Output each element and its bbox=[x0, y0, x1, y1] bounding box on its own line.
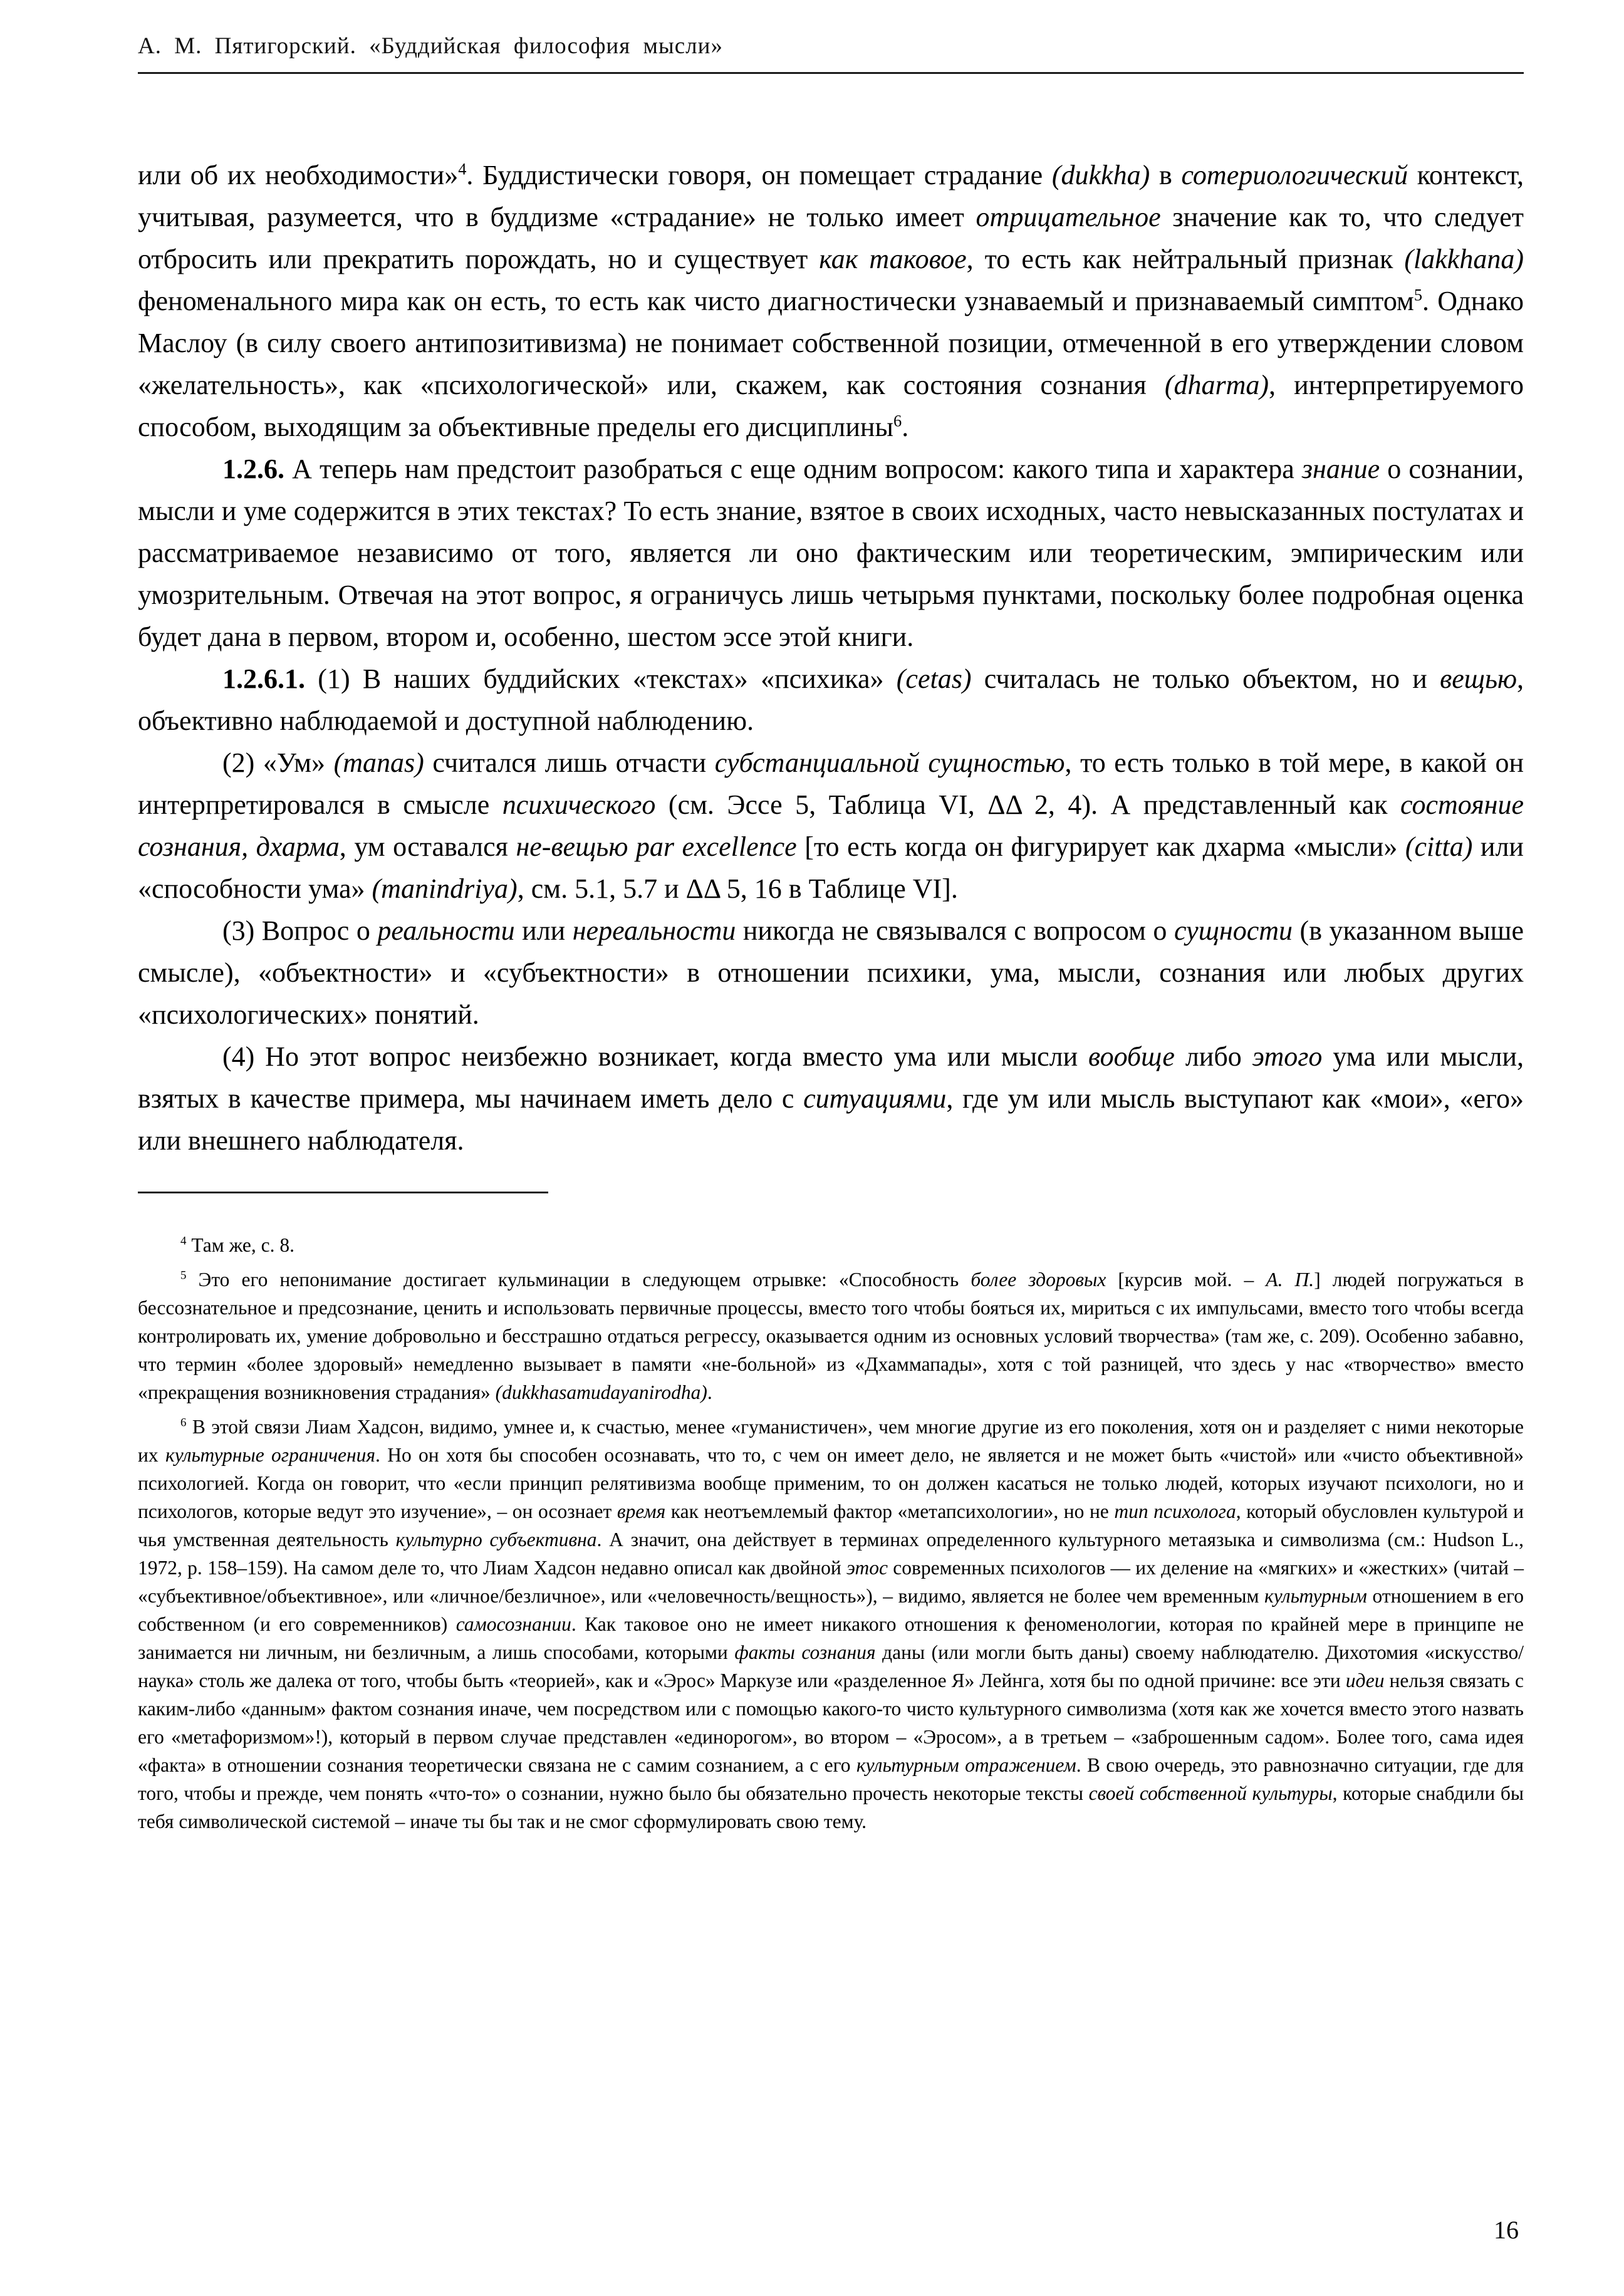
text-run: (3) Вопрос о bbox=[222, 915, 378, 946]
text-run: как таковое bbox=[819, 244, 967, 274]
text-run: сущности bbox=[1174, 915, 1293, 946]
text-run: . Но он хотя бы способен осознавать, что то, с чем он имеет дело, не является и не может быть «чистой» или «чисто объективной» психологией. Когда он говорит, что «если принцип релятивизма вообще применим, то он должен касаться не только людей, которых изучают психологи, но и психологов, которые ведут это изучение», – он осознает bbox=[138, 1444, 1524, 1522]
text-run: современных психологов — их деление на «мягких» и «жестких» (читай – «субъективное/объективное», или «личное/безличное», или «человечность/вещность»), – видимо, является не более чем временным bbox=[138, 1557, 1524, 1607]
text-run: . А значит, она действует в терминах определенного культурного метаязыка и символизма (см.: Hudson L., 1972, p. 158–159). На самом деле то, что Лиам Хадсон недавно описал как двойной bbox=[138, 1529, 1524, 1579]
text-run: (manindriya) bbox=[372, 873, 518, 904]
text-run: , интерпретируемого способом, выходящим за объективные пределы его дисциплины bbox=[138, 370, 1524, 442]
text-run: время bbox=[617, 1500, 666, 1522]
text-run: [курсив мой. – bbox=[1106, 1269, 1266, 1291]
text-run: . bbox=[902, 412, 909, 442]
text-run: даны (или могли быть даны) своему наблюдателю. Дихотомия «искусство/наука» столь же далека от того, чтобы быть «теорией», как и «Эрос» Маркузе или «разделенное Я» Лейнга, хотя бы по одной причине: все эти bbox=[138, 1641, 1524, 1691]
text-run: , то есть только в той мере, в какой он интерпретировался в смысле bbox=[138, 747, 1524, 820]
text-run: . Однако Маслоу (в силу своего антипозитивизма) не понимает собственной позиции, отмеченной в его утверждении словом «желательность», как «психологической» или, скажем, как состояния сознания bbox=[138, 286, 1524, 400]
text-run: . В свою очередь, это равнозначно ситуации, где для того, чтобы и прежде, чем понять «что-то» о сознании, нужно было бы обязательно прочесть некоторые тексты bbox=[138, 1754, 1524, 1804]
text-run: Там же, с. 8. bbox=[186, 1234, 295, 1256]
footnote bbox=[138, 1413, 1524, 1836]
text-run: (4) Но этот вопрос неизбежно возникает, когда вместо ума или мысли bbox=[222, 1041, 1089, 1072]
text-run: (2) «Ум» bbox=[222, 747, 334, 778]
footnote-ref: 6 bbox=[893, 411, 902, 430]
text-run: считался лишь отчасти bbox=[424, 747, 715, 778]
text-run: В этой связи Лиам Хадсон, видимо, умнее и, к счастью, менее «гуманистичен», чем многие другие из его поколения, хотя он и разделяет с ними некоторые их bbox=[138, 1416, 1524, 1466]
text-run: не-вещью par excellence bbox=[516, 831, 797, 862]
text-run: о сознании, мысли и уме содержится в этих текстах? То есть знание, взятое в своих исходных, часто невысказанных постулатах и рассматриваемое независимо от того, является ли оно фактическим или теоретическим, эмпирическим или умозрительным. Отвечая на этот вопрос, я ограничусь лишь четырьмя пунктами, поскольку более подробная оценка будет дана в первом, втором и, особенно, шестом эссе этой книги. bbox=[138, 454, 1524, 652]
text-run: культурные ограничения bbox=[165, 1444, 375, 1466]
text-run: культурно субъективна bbox=[395, 1529, 597, 1551]
footnote-ref: 4 bbox=[458, 159, 467, 179]
text-run: ума или мысли, взятых в качестве примера, мы начинаем иметь дело с bbox=[138, 1041, 1524, 1114]
text-run: реальности bbox=[377, 915, 515, 946]
body-paragraph bbox=[138, 742, 1524, 910]
body-paragraph bbox=[138, 910, 1524, 1036]
footnote-ref: 6 bbox=[180, 1416, 187, 1430]
header-rule bbox=[138, 72, 1524, 74]
text-run: нереальности bbox=[572, 915, 736, 946]
text-run: этос bbox=[846, 1557, 888, 1579]
text-run: (citta) bbox=[1405, 831, 1473, 862]
text-run: (dukkhasamudayanirodha) bbox=[495, 1381, 707, 1403]
text-run: , где ум или мысль выступают как «мои», «его» или внешнего наблюдателя. bbox=[138, 1083, 1524, 1156]
text-run: Это его непонимание достигает кульминации в следующем отрывке: «Способность bbox=[186, 1269, 971, 1291]
body-text bbox=[138, 154, 1524, 1161]
text-run: факты сознания bbox=[734, 1641, 876, 1663]
text-run: нельзя связать с каким-либо «данным» фактом сознания иначе, чем посредством или с помощью какого-то чисто культурного символизма (хотя как же хочется вместо этого назвать его «метафоризмом»!), который в первом случае представлен «единорогом», во втором – «Эросом», а в третьем – «заброшенным садом». Более того, сама идея «факта» в отношении сознания теоретически связана не с самим сознанием, а с его bbox=[138, 1670, 1524, 1776]
text-run: [то есть когда он фигурирует как дхарма «мысли» bbox=[796, 831, 1405, 862]
text-run: или об их необходимости» bbox=[138, 160, 459, 190]
text-run: знание bbox=[1301, 454, 1380, 484]
page-number: 16 bbox=[1494, 2216, 1519, 2244]
text-run: отношением в его собственном (и его современников) bbox=[138, 1585, 1524, 1635]
header-title: А. М. Пятигорский. «Буддийская философия мысли» bbox=[138, 33, 723, 59]
text-run: 1.2.6. bbox=[222, 454, 284, 484]
text-run: значение как то, что следует отбросить или прекратить порождать, но и существует bbox=[138, 202, 1524, 274]
text-run: (см. Эссе 5, Таблица VI, ΔΔ 2, 4). А представленный как bbox=[655, 789, 1401, 820]
text-run: (1) В наших буддийских «текстах» «психика» bbox=[305, 663, 897, 694]
text-run: никогда не связывался с вопросом о bbox=[736, 915, 1174, 946]
footnote-separator bbox=[138, 1192, 548, 1193]
text-run: (dukkha) bbox=[1051, 160, 1150, 190]
text-run: вещью bbox=[1440, 663, 1517, 694]
text-run: либо bbox=[1174, 1041, 1252, 1072]
text-run: отрицательное bbox=[976, 202, 1161, 232]
text-run: идеи bbox=[1345, 1670, 1385, 1691]
footnote-ref: 4 bbox=[180, 1234, 187, 1248]
footnote bbox=[138, 1265, 1524, 1406]
text-run: состояние сознания, дхарма bbox=[138, 789, 1524, 862]
text-run: сотериологический bbox=[1181, 160, 1408, 190]
text-run: этого bbox=[1252, 1041, 1323, 1072]
text-run: , объективно наблюдаемой и доступной наблюдению. bbox=[138, 663, 1524, 736]
footnotes bbox=[138, 1231, 1524, 1836]
body-paragraph bbox=[138, 1036, 1524, 1161]
text-run: вообще bbox=[1088, 1041, 1175, 1072]
text-run: или «способности ума» bbox=[138, 831, 1524, 904]
text-run: контекст, учитывая, разумеется, что в буддизме «страдание» не только имеет bbox=[138, 160, 1524, 232]
text-run: ситуациями bbox=[803, 1083, 947, 1114]
text-run: или bbox=[514, 915, 573, 946]
text-run: (в указанном выше смысле), «объектности» и «субъектности» в отношении психики, ума, мысли, сознания или любых других «психологических» понятий. bbox=[138, 915, 1524, 1030]
text-run: ] людей погружаться в бессознательное и предсознание, ценить и использовать первичные процессы, вместо того чтобы бояться их, мириться с их импульсами, вместо того чтобы всегда контролировать их, умение добровольно и бесстрашно отдаться регрессу, оказывается одним из основных условий творчества» (там же, с. 209). Особенно забавно, что термин «более здоровый» немедленно вызывает в памяти «не-больной» из «Дхаммапады», хотя с той разницей, что здесь у нас «творчество» вместо «прекращения возникновения страдания» bbox=[138, 1269, 1524, 1403]
text-run: А теперь нам предстоит разобраться с еще одним вопросом: какого типа и характера bbox=[284, 454, 1302, 484]
text-run: культурным отражением bbox=[856, 1754, 1076, 1776]
text-run: . bbox=[707, 1381, 712, 1403]
text-run: (cetas) bbox=[896, 663, 972, 694]
footnote-ref: 5 bbox=[1413, 285, 1423, 304]
body-paragraph bbox=[138, 448, 1524, 658]
text-run: , то есть как нейтральный признак bbox=[966, 244, 1405, 274]
text-run: субстанциальной сущностью bbox=[714, 747, 1065, 778]
text-run: культурным bbox=[1264, 1585, 1367, 1607]
text-run: более здоровых bbox=[971, 1269, 1106, 1291]
text-run: психического bbox=[502, 789, 656, 820]
text-run: феноменального мира как он есть, то есть как чисто диагностически узнаваемый и признаваемый симптом bbox=[138, 286, 1414, 316]
text-run: самосознании bbox=[455, 1613, 571, 1635]
text-run: (dharma) bbox=[1164, 370, 1269, 400]
text-run: своей собственной культуры bbox=[1088, 1782, 1333, 1804]
text-run: А. П. bbox=[1266, 1269, 1314, 1291]
body-paragraph bbox=[138, 154, 1524, 448]
text-run: как неотъемлемый фактор «метапсихологии», но не bbox=[665, 1500, 1115, 1522]
text-run: . Как таковое оно не имеет никакого отношения к феноменологии, которая по крайней мере в принципе не занимается ни личным, ни безличным, а лишь способами, которыми bbox=[138, 1613, 1524, 1663]
body-paragraph bbox=[138, 658, 1524, 742]
text-run: , который обусловлен культурой и чья умственная деятельность bbox=[138, 1500, 1524, 1551]
text-run: (lakkhana) bbox=[1404, 244, 1524, 274]
text-run: , которые снабдили бы тебя символической системой – иначе ты бы так и не смог сформулировать свою тему. bbox=[138, 1782, 1524, 1832]
text-run: 1.2.6.1. bbox=[222, 663, 305, 694]
text-run: (manas) bbox=[333, 747, 424, 778]
text-run: считалась не только объектом, но и bbox=[971, 663, 1440, 694]
footnote-ref: 5 bbox=[180, 1269, 187, 1282]
text-run: , см. 5.1, 5.7 и ΔΔ 5, 16 в Таблице VI]. bbox=[517, 873, 958, 904]
running-header bbox=[138, 33, 1524, 74]
text-run: , ум оставался bbox=[339, 831, 516, 862]
text-run: тип психолога bbox=[1114, 1500, 1236, 1522]
footnote bbox=[138, 1231, 1524, 1259]
text-run: . Буддистически говоря, он помещает страдание bbox=[466, 160, 1052, 190]
text-run: в bbox=[1150, 160, 1182, 190]
